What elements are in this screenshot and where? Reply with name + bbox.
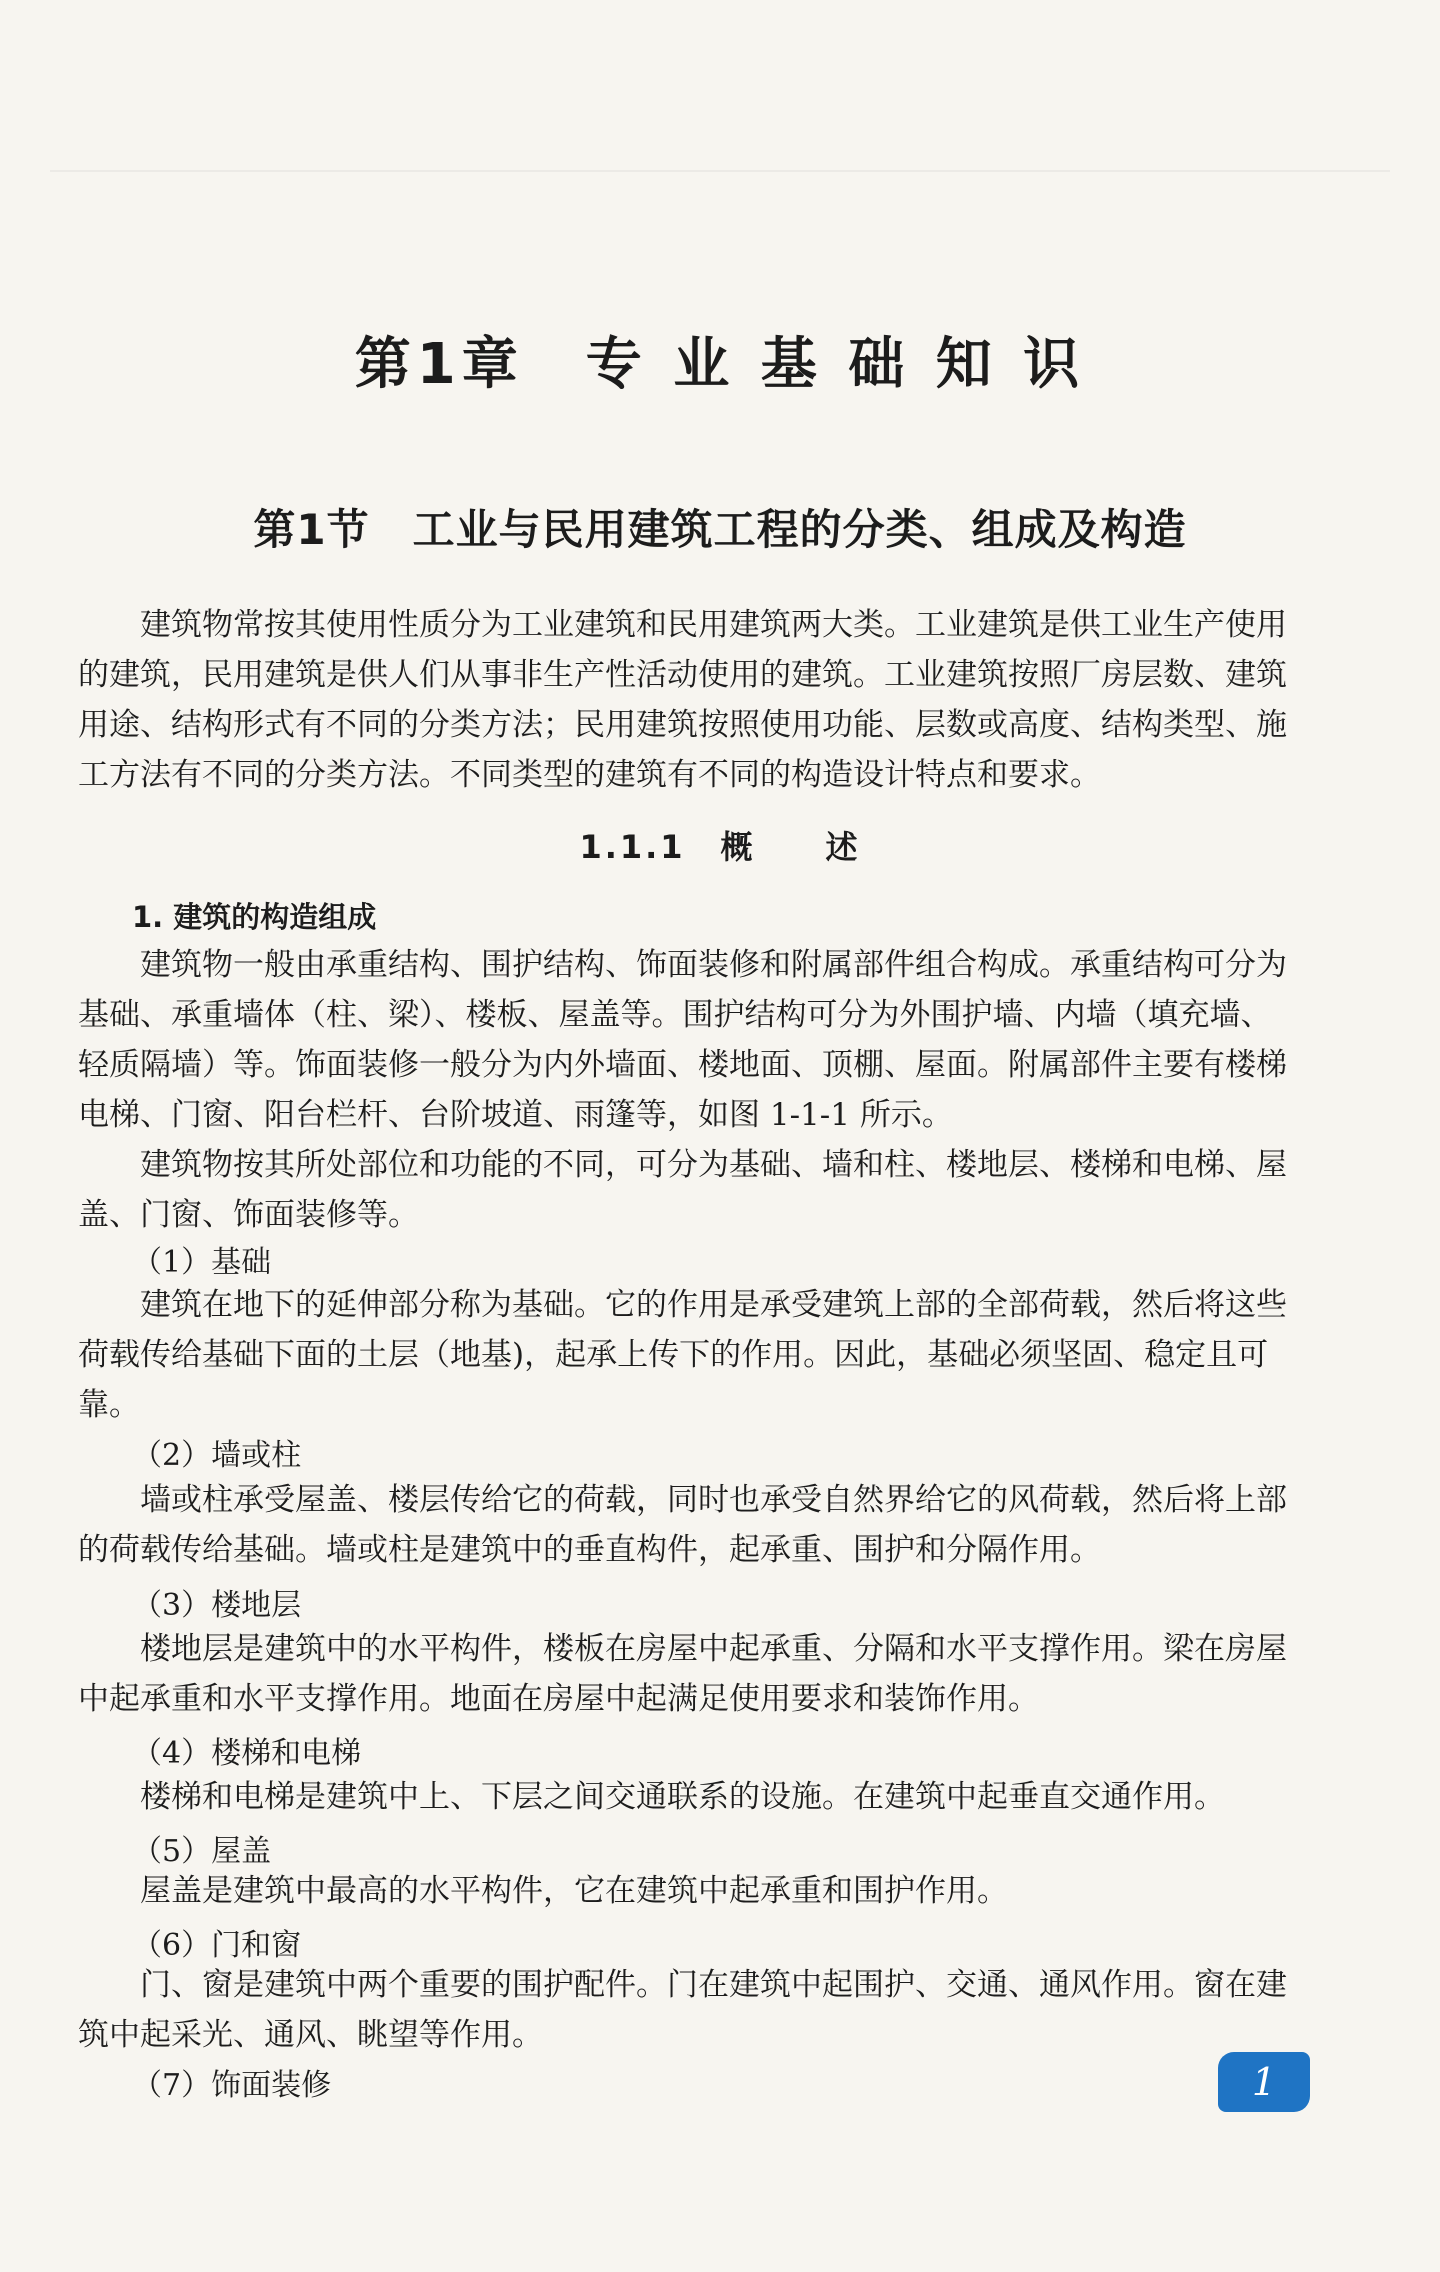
item-label-roof: （5）屋盖 [132, 1834, 272, 1869]
paragraph-classification: 建筑物按其所处部位和功能的不同，可分为基础、墙和柱、楼地层、楼梯和电梯、屋盖、门窗、饰面装修等。 [78, 1147, 1287, 1233]
subsection-title: 1.1.1 概 述 [579, 828, 861, 866]
item-label-stairs-elevator: （4）楼梯和电梯 [132, 1736, 362, 1771]
item-label-doors-windows: （6）门和窗 [132, 1928, 302, 1963]
item-label-wall-column: （2）墙或柱 [132, 1438, 302, 1473]
item-text-floor: 楼地层是建筑中的水平构件，楼板在房屋中起承重、分隔和水平支撑作用。梁在房屋中起承重和水平支撑作用。地面在房屋中起满足使用要求和装饰作用。 [78, 1631, 1287, 1717]
item-label-foundation: （1）基础 [132, 1245, 272, 1280]
item-text-foundation: 建筑在地下的延伸部分称为基础。它的作用是承受建筑上部的全部荷载，然后将这些荷载传给基础下面的土层（地基)，起承上传下的作用。因此，基础必须坚固、稳定且可靠。 [78, 1287, 1287, 1423]
item-label-floor: （3）楼地层 [132, 1588, 302, 1623]
item-text-roof: 屋盖是建筑中最高的水平构件，它在建筑中起承重和围护作用。 [140, 1873, 1008, 1909]
chapter-title: 第1章 专 业 基 础 知 识 [354, 332, 1086, 397]
intro-paragraph: 建筑物常按其使用性质分为工业建筑和民用建筑两大类。工业建筑是供工业生产使用的建筑，民用建筑是供人们从事非生产性活动使用的建筑。工业建筑按照厂房层数、建筑用途、结构形式有不同的分类方法；民用建筑按照使用功能、层数或高度、结构类型、施工方法有不同的分类方法。不同类型的建筑有不同的构造设计特点和要求。 [78, 607, 1287, 793]
heading-construction-composition: 1. 建筑的构造组成 [132, 900, 377, 934]
item-text-wall-column: 墙或柱承受屋盖、楼层传给它的荷载，同时也承受自然界给它的风荷载，然后将上部的荷载传给基础。墙或柱是建筑中的垂直构件，起承重、围护和分隔作用。 [78, 1482, 1287, 1568]
item-text-doors-windows: 门、窗是建筑中两个重要的围护配件。门在建筑中起围护、交通、通风作用。窗在建筑中起采光、通风、眺望等作用。 [78, 1967, 1287, 2053]
header-rule [50, 170, 1390, 172]
page-number-badge: 1 [1218, 2052, 1310, 2112]
item-label-finishes: （7）饰面装修 [132, 2068, 332, 2103]
section-title: 第1节 工业与民用建筑工程的分类、组成及构造 [253, 505, 1187, 554]
paragraph-composition: 建筑物一般由承重结构、围护结构、饰面装修和附属部件组合构成。承重结构可分为基础、承重墙体（柱、梁）、楼板、屋盖等。围护结构可分为外围护墙、内墙（填充墙、轻质隔墙）等。饰面装修一般分为内外墙面、楼地面、顶棚、屋面。附属部件主要有楼梯电梯、门窗、阳台栏杆、台阶坡道、雨篷等，如图 1-1-1 所示。 [78, 947, 1287, 1133]
item-text-stairs-elevator: 楼梯和电梯是建筑中上、下层之间交通联系的设施。在建筑中起垂直交通作用。 [140, 1779, 1225, 1815]
